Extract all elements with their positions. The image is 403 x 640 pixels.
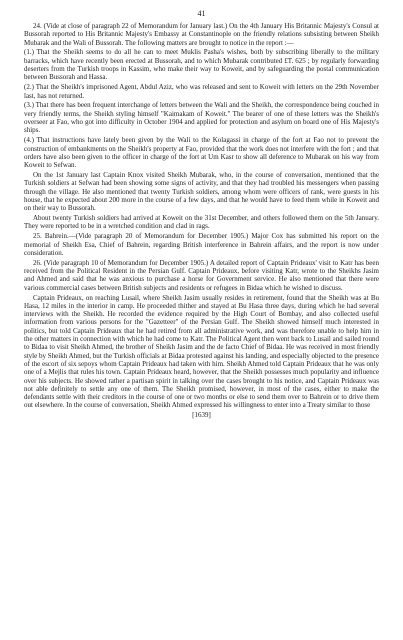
report-item-3: (3.) That there has been frequent interchange of letters between the Wali and the Sheikh, the correspondence being couched in very friendly terms, the Sheikh styling himself "Kaimakam of Koweit." The bearer of one of these letters was the Sheikh's overseer at Fao, who got into difficulty in October 1904 and applied for protection and asylum on board one of His Majesty's ships. — [24, 101, 379, 135]
report-item-4: (4.) That instructions have lately been given by the Wali to the Kolagassi in charge of the fort at Fao not to prevent the construction of embankments on the Sheikh's property at Fao, provided that the work does not interfere with the fort ; and that orders have also been given to the officer in charge of the fort at Um Kasr to show all deference to Mubarak on his way from Koweit to Sefwan. — [24, 136, 379, 170]
report-item-1: (1.) That the Sheikh seems to do all he can to meet Muklis Pasha's wishes, both by subscribing liberally to the military barracks, which have recently been erected at Bussorah, and to which Mubarak contributed £T. 625 ; by regularly forwarding deserters from the Turkish troops in Kassim, who make their way to Koweit, and by safeguarding the postal communication between Bussorah and Hassa. — [24, 48, 379, 82]
paragraph-prideaux-lusail: Captain Prideaux, on reaching Lusail, where Sheikh Jasim usually resides in retirement, found that the Sheikh was at Bu Hasa, 12 miles in the interior in camp. He proceeded thither and stayed at Bu Hasa three days, during which he had several interviews with the Sheikh. He recorded the evidence required by the High Court of Bombay, and also collected useful information from various persons for the "Gazetteer" of the Persian Gulf. The Sheikh showed himself much interested in politics, but told Captain Prideaux that he had retired from all administrative work, and was therefore unable to help him in the other matters in connection with which he had come to Katr. The Political Agent then went back to Lusail and sailed round to Bidaa to visit Sheikh Ahmed, the brother of Sheikh Jasim and the de facto Chief of Bidaa. He was received in most friendly style by Sheikh Ahmed, but the Turkish officials at Bidaa protested against his landing, and especially objected to the presence of the escort of six sepoys whom Captain Prideaux had taken with him. Sheikh Ahmed told Captain Prideaux that he was only one of a Mejlis that rules his town. Captain Prideaux heard, however, that the Sheikh possesses much popularity and influence over his subjects. He showed rather a partisan spirit in talking over the cases brought to his notice, and Captain Prideaux was not able definitely to settle any one of them. The Sheikh promised, however, in most of the cases, either to make the defendants settle with their creditors in the course of one or two months or else to send them over to Bahrein or to drive them out elsewhere. In the course of conversation, Sheikh Ahmed expressed his willingness to enter into a Treaty similar to those — [24, 293, 379, 410]
paragraph-knox-visit: On the 1st January last Captain Knox visited Sheikh Mubarak, who, in the course of conversation, mentioned that the Turkish soldiers at Sefwan had been showing some signs of activity, and that they had troubled his messengers when passing through the village. He also mentioned that twenty Turkish soldiers, among whom were officers of rank, were guests in his house, that he expected about 200 more in the course of a few days, and that he would have to feed them while in Koweit and on their way to Bussorah. — [24, 171, 379, 213]
page-number: 41 — [197, 9, 206, 18]
report-item-2: (2.) That the Sheikh's imprisoned Agent, Abdul Aziz, who was released and sent to Koweit with letters on the 29th November last, has not returned. — [24, 83, 379, 100]
paragraph-turkish-soldiers: About twenty Turkish soldiers had arrived at Koweit on the 31st December, and others followed them on the 5th January. They were reported to be in a wretched condition and clad in rags. — [24, 214, 379, 231]
paragraph-25-bahrein: 25. Bahrein.—(Vide paragraph 20 of Memorandum for December 1905.) Major Cox has submitted his report on the memorial of Sheikh Esa, Chief of Bahrein, regarding British interference in Bahrein affairs, and the report is now under consideration. — [24, 232, 379, 257]
paragraph-26-katr: 26. (Vide paragraph 10 of Memorandum for December 1905.) A detailed report of Captain Prideaux' visit to Katr has been received from the Political Resident in the Persian Gulf. Captain Prideaux, before visiting Katr, wrote to the Sheikhs Jasim and Ahmed and said that he was anxious to purchase a horse for Government service. He also mentioned that there were various commercial cases between British subjects and residents or refugees in Bidaa which he wished to discuss. — [24, 258, 379, 292]
footer-sheet-number: [1639] — [192, 411, 211, 420]
paragraph-24: 24. (Vide at close of paragraph 22 of Memorandum for January last.) On the 4th January His Britannic Majesty's Consul at Bussorah reported to His Britannic Majesty's Embassy at Constantinople on the friendly relations subsisting between Sheikh Mubarak and the Wali of Bussorah. The following matters are brought to notice in the report :— — [24, 22, 379, 47]
